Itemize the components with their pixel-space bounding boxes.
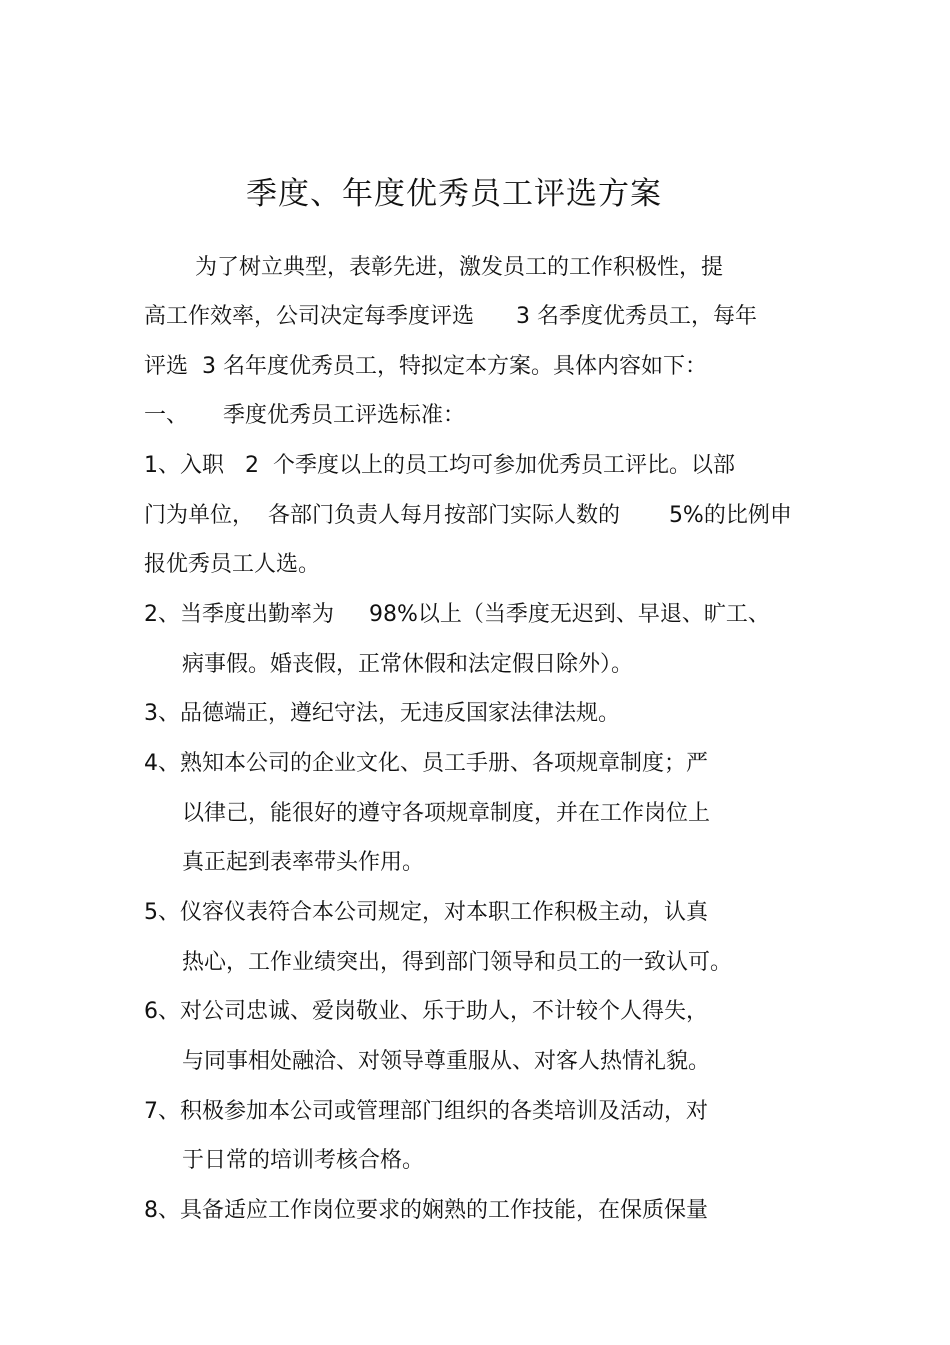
paragraph-line: 评选 3 名年度优秀员工，特拟定本方案。具体内容如下： — [144, 354, 707, 379]
paragraph-line: 为了树立典型，表彰先进，激发员工的工作积极性，提 — [195, 255, 724, 280]
list-item-line: 与同事相处融洽、对领导尊重服从、对客人热情礼貌。 — [182, 1049, 711, 1074]
list-item-line: 病事假。婚丧假，正常休假和法定假日除外）。 — [182, 652, 634, 677]
list-item-line: 5、仪容仪表符合本公司规定，对本职工作积极主动，认真 — [144, 900, 708, 925]
list-item-line: 6、对公司忠诚、爱岗敬业、乐于助人，不计较个人得失， — [144, 999, 708, 1024]
list-item-line: 3、品德端正，遵纪守法，无违反国家法律法规。 — [144, 701, 620, 726]
list-item-line: 7、积极参加本公司或管理部门组织的各类培训及活动，对 — [144, 1099, 708, 1124]
list-item-line: 4、熟知本公司的企业文化、员工手册、各项规章制度；严 — [144, 751, 708, 776]
list-item-line: 2、当季度出勤率为 98%以上（当季度无迟到、早退、旷工、 — [144, 602, 770, 627]
list-item-line: 于日常的培训考核合格。 — [182, 1148, 425, 1173]
list-item-line: 以律己，能很好的遵守各项规章制度，并在工作岗位上 — [182, 801, 711, 826]
list-item-line: 热心，工作业绩突出，得到部门领导和员工的一致认可。 — [182, 950, 733, 975]
list-item-line: 1、入职 2 个季度以上的员工均可参加优秀员工评比。以部 — [144, 453, 735, 478]
list-item-line: 报优秀员工人选。 — [144, 552, 321, 577]
paragraph-line: 高工作效率，公司决定每季度评选 3 名季度优秀员工，每年 — [144, 304, 757, 329]
list-item-line: 8、具备适应工作岗位要求的娴熟的工作技能，在保质保量 — [144, 1198, 708, 1223]
list-item-line: 真正起到表率带头作用。 — [182, 850, 425, 875]
list-item-line: 门为单位， 各部门负责人每月按部门实际人数的 5%的比例申 — [144, 503, 792, 528]
document-title: 季度、年度优秀员工评选方案 — [246, 176, 662, 212]
section-heading: 一、 季度优秀员工评选标准： — [144, 403, 465, 428]
